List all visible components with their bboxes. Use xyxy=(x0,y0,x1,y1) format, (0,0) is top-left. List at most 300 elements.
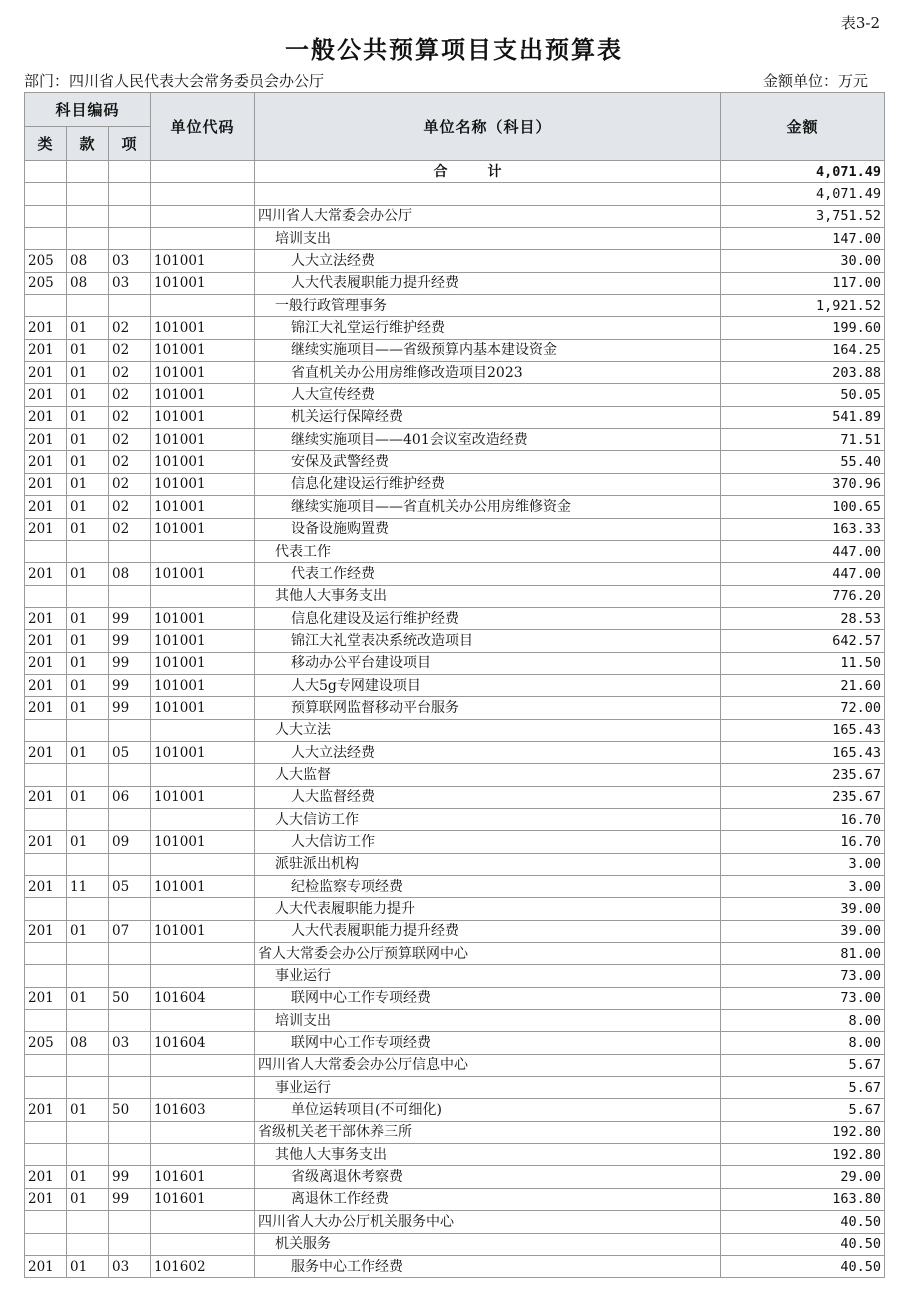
unit-code-cell xyxy=(151,764,255,786)
kuan-cell: 01 xyxy=(67,987,109,1009)
unit-code-cell: 101001 xyxy=(151,607,255,629)
table-row xyxy=(25,518,885,540)
lei-cell xyxy=(25,965,67,987)
lei-cell: 201 xyxy=(25,674,67,696)
xiang-cell xyxy=(109,295,151,317)
kuan-cell xyxy=(67,965,109,987)
unit-name-cell: 四川省人大常委会办公厅信息中心 xyxy=(255,1054,721,1076)
unit-code-cell: 101001 xyxy=(151,339,255,361)
unit-code-cell xyxy=(151,1077,255,1099)
lei-cell: 201 xyxy=(25,876,67,898)
xiang-cell xyxy=(109,205,151,227)
unit-name-cell: 信息化建设及运行维护经费 xyxy=(255,607,721,629)
table-row xyxy=(25,1077,885,1099)
kuan-cell: 01 xyxy=(67,518,109,540)
lei-cell: 201 xyxy=(25,339,67,361)
unit-code-cell xyxy=(151,965,255,987)
kuan-cell xyxy=(67,1144,109,1166)
xiang-cell: 02 xyxy=(109,339,151,361)
unit-code-cell xyxy=(151,898,255,920)
kuan-cell: 01 xyxy=(67,1255,109,1277)
lei-cell xyxy=(25,205,67,227)
kuan-cell xyxy=(67,540,109,562)
kuan-cell xyxy=(67,295,109,317)
unit-code-cell: 101001 xyxy=(151,920,255,942)
unit-name-cell: 人大代表履职能力提升经费 xyxy=(255,272,721,294)
xiang-cell: 99 xyxy=(109,1188,151,1210)
unit-name-cell: 代表工作经费 xyxy=(255,563,721,585)
unit-code-cell xyxy=(151,943,255,965)
lei-cell: 205 xyxy=(25,1032,67,1054)
lei-cell xyxy=(25,1144,67,1166)
table-row xyxy=(25,764,885,786)
kuan-cell: 11 xyxy=(67,876,109,898)
table-row xyxy=(25,429,885,451)
kuan-cell xyxy=(67,719,109,741)
lei-cell xyxy=(25,585,67,607)
total-row xyxy=(25,161,885,183)
amount-cell: 447.00 xyxy=(721,563,885,585)
xiang-cell xyxy=(109,540,151,562)
table-row xyxy=(25,741,885,763)
kuan-cell: 01 xyxy=(67,920,109,942)
unit-code-cell: 101001 xyxy=(151,384,255,406)
unit-code-cell: 101001 xyxy=(151,876,255,898)
unit-name-cell: 省级离退休考察费 xyxy=(255,1166,721,1188)
table-row xyxy=(25,183,885,205)
xiang-cell xyxy=(109,764,151,786)
lei-cell: 205 xyxy=(25,250,67,272)
lei-cell xyxy=(25,1010,67,1032)
table-row xyxy=(25,1032,885,1054)
unit-name-cell: 机关服务 xyxy=(255,1233,721,1255)
unit-name-cell: 省级机关老干部休养三所 xyxy=(255,1121,721,1143)
unit-code-cell xyxy=(151,585,255,607)
amount-unit-label: 金额单位：万元 xyxy=(762,72,868,90)
kuan-cell: 08 xyxy=(67,1032,109,1054)
xiang-cell: 50 xyxy=(109,987,151,1009)
unit-name-cell: 其他人大事务支出 xyxy=(255,585,721,607)
unit-code-cell: 101001 xyxy=(151,786,255,808)
total-xiang-cell xyxy=(109,161,151,183)
lei-cell xyxy=(25,1233,67,1255)
lei-cell xyxy=(25,295,67,317)
table-body xyxy=(25,161,885,1278)
lei-cell: 201 xyxy=(25,496,67,518)
amount-cell: 73.00 xyxy=(721,987,885,1009)
table-row xyxy=(25,250,885,272)
table-row xyxy=(25,876,885,898)
lei-cell: 201 xyxy=(25,518,67,540)
amount-cell: 147.00 xyxy=(721,228,885,250)
lei-cell xyxy=(25,1054,67,1076)
xiang-cell xyxy=(109,1077,151,1099)
xiang-cell: 03 xyxy=(109,272,151,294)
table-row xyxy=(25,853,885,875)
table-row xyxy=(25,451,885,473)
xiang-cell xyxy=(109,1010,151,1032)
unit-name-cell: 服务中心工作经费 xyxy=(255,1255,721,1277)
xiang-cell: 02 xyxy=(109,473,151,495)
table-row xyxy=(25,473,885,495)
amount-cell: 55.40 xyxy=(721,451,885,473)
department-label: 部门：四川省人民代表大会常务委员会办公厅 xyxy=(24,72,325,90)
xiang-cell: 03 xyxy=(109,1255,151,1277)
amount-cell: 3,751.52 xyxy=(721,205,885,227)
unit-name-cell: 培训支出 xyxy=(255,228,721,250)
unit-code-cell xyxy=(151,540,255,562)
total-lei-cell xyxy=(25,161,67,183)
unit-name-cell: 人大代表履职能力提升经费 xyxy=(255,920,721,942)
kuan-cell: 01 xyxy=(67,652,109,674)
unit-code-cell: 101604 xyxy=(151,987,255,1009)
unit-name-cell xyxy=(255,183,721,205)
amount-cell: 73.00 xyxy=(721,965,885,987)
table-row xyxy=(25,786,885,808)
table-row xyxy=(25,697,885,719)
lei-cell: 201 xyxy=(25,920,67,942)
amount-cell: 3.00 xyxy=(721,853,885,875)
amount-cell: 4,071.49 xyxy=(721,183,885,205)
kuan-cell xyxy=(67,183,109,205)
amount-header: 金额 xyxy=(721,93,885,161)
xiang-cell: 02 xyxy=(109,518,151,540)
table-row xyxy=(25,1121,885,1143)
unit-name-cell: 四川省人大办公厅机关服务中心 xyxy=(255,1211,721,1233)
unit-name-cell: 继续实施项目——401会议室改造经费 xyxy=(255,429,721,451)
table-row xyxy=(25,808,885,830)
amount-cell: 40.50 xyxy=(721,1233,885,1255)
kuan-cell: 01 xyxy=(67,674,109,696)
amount-cell: 5.67 xyxy=(721,1099,885,1121)
xiang-cell: 99 xyxy=(109,630,151,652)
xiang-cell xyxy=(109,853,151,875)
lei-cell: 201 xyxy=(25,473,67,495)
table-row xyxy=(25,496,885,518)
kuan-cell: 01 xyxy=(67,563,109,585)
unit-code-cell: 101001 xyxy=(151,272,255,294)
xiang-cell: 05 xyxy=(109,876,151,898)
lei-cell xyxy=(25,853,67,875)
amount-cell: 11.50 xyxy=(721,652,885,674)
amount-cell: 776.20 xyxy=(721,585,885,607)
unit-code-cell: 101001 xyxy=(151,518,255,540)
unit-code-cell: 101001 xyxy=(151,429,255,451)
amount-cell: 642.57 xyxy=(721,630,885,652)
lei-cell: 201 xyxy=(25,786,67,808)
xiang-cell: 99 xyxy=(109,1166,151,1188)
xiang-cell xyxy=(109,183,151,205)
unit-name-cell: 预算联网监督移动平台服务 xyxy=(255,697,721,719)
unit-code-cell xyxy=(151,853,255,875)
table-row xyxy=(25,607,885,629)
kuan-cell: 01 xyxy=(67,317,109,339)
kuan-cell: 01 xyxy=(67,741,109,763)
xiang-cell: 09 xyxy=(109,831,151,853)
kuan-cell: 01 xyxy=(67,786,109,808)
lei-cell xyxy=(25,943,67,965)
amount-cell: 165.43 xyxy=(721,719,885,741)
kuan-cell: 08 xyxy=(67,272,109,294)
unit-code-cell xyxy=(151,1054,255,1076)
lei-cell: 201 xyxy=(25,451,67,473)
lei-cell xyxy=(25,719,67,741)
table-row xyxy=(25,585,885,607)
unit-name-cell: 单位运转项目(不可细化) xyxy=(255,1099,721,1121)
unit-name-cell: 事业运行 xyxy=(255,965,721,987)
unit-code-cell: 101001 xyxy=(151,406,255,428)
amount-cell: 16.70 xyxy=(721,831,885,853)
unit-name-cell: 人大立法经费 xyxy=(255,741,721,763)
unit-name-cell: 锦江大礼堂运行维护经费 xyxy=(255,317,721,339)
table-row xyxy=(25,1211,885,1233)
amount-cell: 5.67 xyxy=(721,1077,885,1099)
kuan-cell xyxy=(67,808,109,830)
amount-cell: 5.67 xyxy=(721,1054,885,1076)
kuan-cell xyxy=(67,228,109,250)
xiang-cell: 99 xyxy=(109,697,151,719)
unit-code-cell xyxy=(151,1010,255,1032)
kuan-cell: 01 xyxy=(67,473,109,495)
kuan-cell: 08 xyxy=(67,250,109,272)
unit-code-cell xyxy=(151,1144,255,1166)
unit-code-cell: 101602 xyxy=(151,1255,255,1277)
table-row xyxy=(25,1099,885,1121)
unit-name-cell: 联网中心工作专项经费 xyxy=(255,1032,721,1054)
amount-cell: 21.60 xyxy=(721,674,885,696)
amount-cell: 28.53 xyxy=(721,607,885,629)
amount-cell: 165.43 xyxy=(721,741,885,763)
unit-name-cell: 设备设施购置费 xyxy=(255,518,721,540)
table-row xyxy=(25,943,885,965)
lei-cell xyxy=(25,1077,67,1099)
xiang-cell: 07 xyxy=(109,920,151,942)
unit-code-cell xyxy=(151,183,255,205)
amount-cell: 71.51 xyxy=(721,429,885,451)
unit-code-header: 单位代码 xyxy=(151,93,255,161)
table-row xyxy=(25,965,885,987)
xiang-cell xyxy=(109,585,151,607)
lei-cell: 201 xyxy=(25,429,67,451)
table-row xyxy=(25,205,885,227)
unit-name-cell: 机关运行保障经费 xyxy=(255,406,721,428)
budget-table xyxy=(24,92,885,1278)
unit-code-cell: 101001 xyxy=(151,250,255,272)
kuan-cell xyxy=(67,898,109,920)
kuan-cell: 01 xyxy=(67,406,109,428)
amount-cell: 40.50 xyxy=(721,1211,885,1233)
unit-code-cell: 101001 xyxy=(151,831,255,853)
unit-code-cell: 101001 xyxy=(151,451,255,473)
unit-name-cell: 省直机关办公用房维修改造项目2023 xyxy=(255,362,721,384)
kuan-cell xyxy=(67,1233,109,1255)
xiang-cell xyxy=(109,943,151,965)
lei-cell: 201 xyxy=(25,607,67,629)
unit-code-cell: 101001 xyxy=(151,630,255,652)
table-row xyxy=(25,406,885,428)
kuan-cell: 01 xyxy=(67,1099,109,1121)
amount-cell: 235.67 xyxy=(721,786,885,808)
amount-cell: 163.33 xyxy=(721,518,885,540)
unit-name-cell: 安保及武警经费 xyxy=(255,451,721,473)
amount-cell: 50.05 xyxy=(721,384,885,406)
table-row xyxy=(25,1255,885,1277)
xiang-cell: 03 xyxy=(109,250,151,272)
lei-cell xyxy=(25,898,67,920)
lei-cell: 201 xyxy=(25,1166,67,1188)
amount-cell: 29.00 xyxy=(721,1166,885,1188)
unit-name-cell: 锦江大礼堂表决系统改造项目 xyxy=(255,630,721,652)
kuan-cell xyxy=(67,585,109,607)
xiang-cell xyxy=(109,808,151,830)
xiang-cell xyxy=(109,719,151,741)
xiang-cell: 02 xyxy=(109,362,151,384)
xiang-cell xyxy=(109,965,151,987)
unit-code-cell: 101604 xyxy=(151,1032,255,1054)
amount-cell: 199.60 xyxy=(721,317,885,339)
xiang-cell: 02 xyxy=(109,496,151,518)
unit-name-cell: 联网中心工作专项经费 xyxy=(255,987,721,1009)
amount-cell: 164.25 xyxy=(721,339,885,361)
unit-code-cell xyxy=(151,228,255,250)
table-row xyxy=(25,540,885,562)
unit-code-cell xyxy=(151,1211,255,1233)
kuan-cell xyxy=(67,1121,109,1143)
kuan-cell: 01 xyxy=(67,630,109,652)
lei-cell: 201 xyxy=(25,1099,67,1121)
unit-name-cell: 事业运行 xyxy=(255,1077,721,1099)
amount-cell: 203.88 xyxy=(721,362,885,384)
lei-header: 类 xyxy=(25,127,67,161)
kuan-cell: 01 xyxy=(67,831,109,853)
xiang-cell: 06 xyxy=(109,786,151,808)
unit-code-cell: 101001 xyxy=(151,652,255,674)
unit-name-cell: 一般行政管理事务 xyxy=(255,295,721,317)
amount-cell: 447.00 xyxy=(721,540,885,562)
kuan-cell: 01 xyxy=(67,339,109,361)
xiang-cell: 99 xyxy=(109,652,151,674)
xiang-cell xyxy=(109,1144,151,1166)
unit-name-cell: 离退休工作经费 xyxy=(255,1188,721,1210)
lei-cell xyxy=(25,183,67,205)
unit-name-cell: 省人大常委会办公厅预算联网中心 xyxy=(255,943,721,965)
lei-cell xyxy=(25,1211,67,1233)
unit-name-cell: 人大立法 xyxy=(255,719,721,741)
amount-cell: 39.00 xyxy=(721,898,885,920)
unit-name-cell: 移动办公平台建设项目 xyxy=(255,652,721,674)
amount-cell: 72.00 xyxy=(721,697,885,719)
amount-cell: 16.70 xyxy=(721,808,885,830)
xiang-cell: 08 xyxy=(109,563,151,585)
amount-cell: 3.00 xyxy=(721,876,885,898)
table-row xyxy=(25,920,885,942)
table-row xyxy=(25,563,885,585)
xiang-cell xyxy=(109,1211,151,1233)
unit-code-cell: 101001 xyxy=(151,473,255,495)
amount-cell: 1,921.52 xyxy=(721,295,885,317)
unit-name-cell: 其他人大事务支出 xyxy=(255,1144,721,1166)
unit-name-cell: 培训支出 xyxy=(255,1010,721,1032)
table-row xyxy=(25,317,885,339)
unit-code-cell: 101001 xyxy=(151,674,255,696)
xiang-cell: 02 xyxy=(109,317,151,339)
kuan-cell xyxy=(67,943,109,965)
xiang-header: 项 xyxy=(109,127,151,161)
unit-code-cell: 101001 xyxy=(151,563,255,585)
unit-code-cell xyxy=(151,295,255,317)
unit-code-cell xyxy=(151,719,255,741)
lei-cell xyxy=(25,808,67,830)
amount-cell: 163.80 xyxy=(721,1188,885,1210)
table-row xyxy=(25,339,885,361)
amount-cell: 117.00 xyxy=(721,272,885,294)
unit-code-cell: 101001 xyxy=(151,317,255,339)
table-row xyxy=(25,384,885,406)
total-label: 合计 xyxy=(255,161,721,183)
table-row xyxy=(25,630,885,652)
unit-name-cell: 人大立法经费 xyxy=(255,250,721,272)
page-title: 一般公共预算项目支出预算表 xyxy=(285,35,623,64)
unit-name-cell: 人大代表履职能力提升 xyxy=(255,898,721,920)
lei-cell: 201 xyxy=(25,741,67,763)
unit-name-cell: 人大信访工作 xyxy=(255,831,721,853)
kuan-cell: 01 xyxy=(67,496,109,518)
xiang-cell: 50 xyxy=(109,1099,151,1121)
lei-cell xyxy=(25,764,67,786)
xiang-cell: 02 xyxy=(109,406,151,428)
total-kuan-cell xyxy=(67,161,109,183)
unit-name-cell: 代表工作 xyxy=(255,540,721,562)
table-row xyxy=(25,987,885,1009)
unit-code-cell xyxy=(151,205,255,227)
unit-code-cell: 101601 xyxy=(151,1188,255,1210)
table-row xyxy=(25,1010,885,1032)
xiang-cell: 03 xyxy=(109,1032,151,1054)
lei-cell: 201 xyxy=(25,563,67,585)
xiang-cell: 99 xyxy=(109,674,151,696)
lei-cell: 201 xyxy=(25,362,67,384)
unit-name-cell: 派驻派出机构 xyxy=(255,853,721,875)
unit-name-cell: 继续实施项目——省级预算内基本建设资金 xyxy=(255,339,721,361)
xiang-cell xyxy=(109,1121,151,1143)
table-row xyxy=(25,1144,885,1166)
xiang-cell: 02 xyxy=(109,384,151,406)
xiang-cell xyxy=(109,228,151,250)
unit-code-cell xyxy=(151,1121,255,1143)
total-code-cell xyxy=(151,161,255,183)
lei-cell: 201 xyxy=(25,697,67,719)
kuan-cell: 01 xyxy=(67,697,109,719)
kuan-cell: 01 xyxy=(67,607,109,629)
unit-code-cell: 101001 xyxy=(151,741,255,763)
lei-cell xyxy=(25,1121,67,1143)
amount-cell: 100.65 xyxy=(721,496,885,518)
kuan-cell xyxy=(67,853,109,875)
kuan-header: 款 xyxy=(67,127,109,161)
lei-cell: 201 xyxy=(25,406,67,428)
unit-name-cell: 继续实施项目——省直机关办公用房维修资金 xyxy=(255,496,721,518)
kuan-cell: 01 xyxy=(67,1166,109,1188)
kuan-cell xyxy=(67,205,109,227)
table-number: 表3-2 xyxy=(840,14,880,32)
table-row xyxy=(25,1233,885,1255)
kuan-cell xyxy=(67,764,109,786)
lei-cell xyxy=(25,540,67,562)
unit-name-cell: 纪检监察专项经费 xyxy=(255,876,721,898)
unit-code-cell: 101001 xyxy=(151,697,255,719)
kuan-cell: 01 xyxy=(67,429,109,451)
lei-cell: 201 xyxy=(25,1255,67,1277)
